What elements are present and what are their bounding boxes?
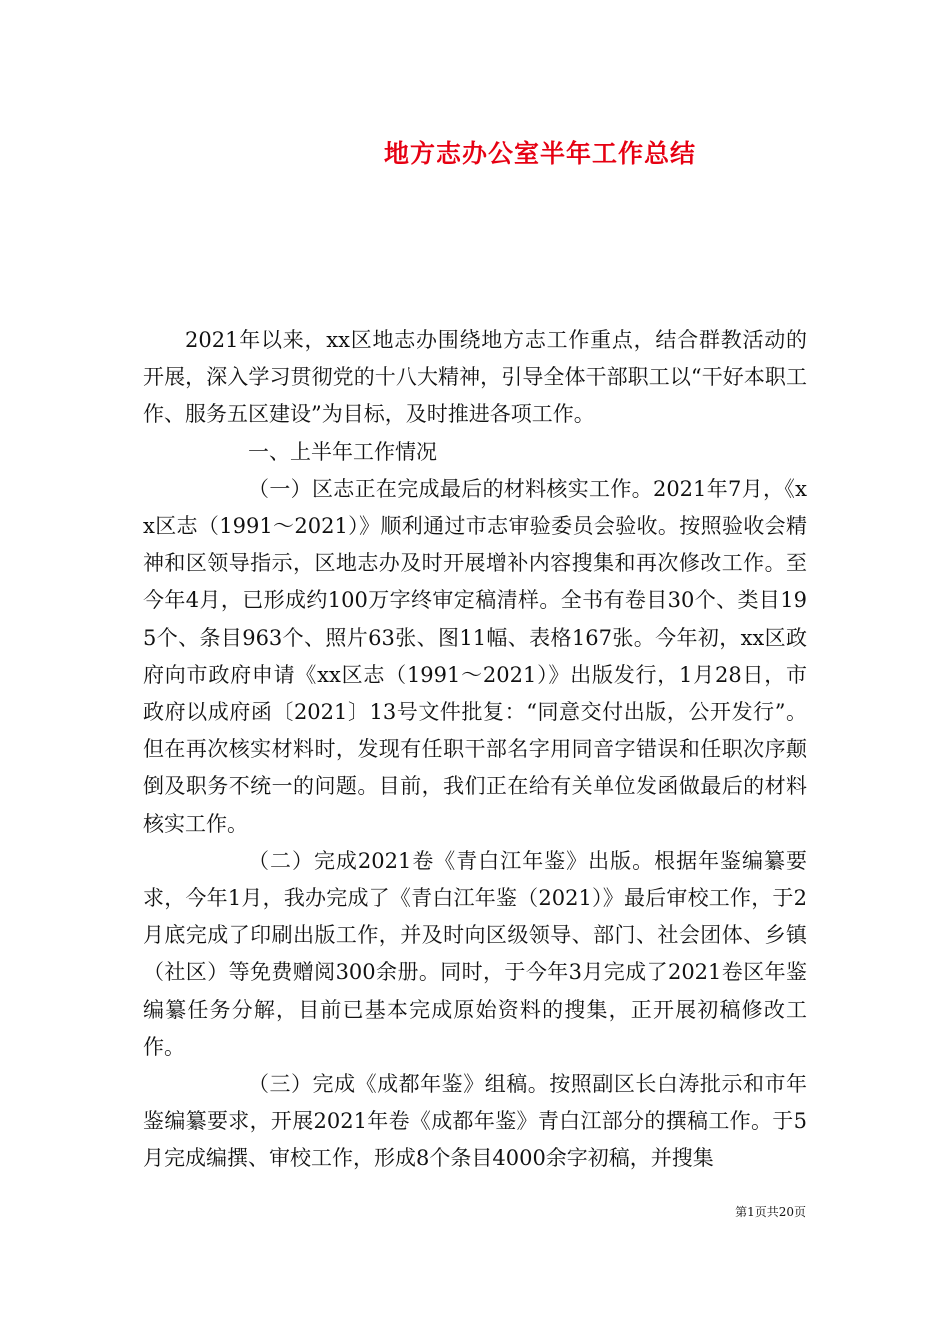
document-title: 地方志办公室半年工作总结: [383, 139, 696, 168]
section-heading: 一、上半年工作情况: [248, 439, 437, 464]
paragraph-intro: 2021年以来，xx区地志办围绕地方志工作重点，结合群教活动的开展，深入学习贯彻党的十八大精神，引导全体干部职工以“干好本职工作、服务五区建设”为目标，及时推进各项工作。: [143, 328, 807, 427]
paragraph-item-1: （一）区志正在完成最后的材料核实工作。2021年7月，《xx区志（1991～2021）》顺利通过市志审验委员会验收。按照验收会精神和区领导指示，区地志办及时开展增补内容搜集和再次修改工作。至今年4月，已形成约100万字终审定稿清样。全书有卷目30个、类目195个、条目963个、照片63张、图11幅、表格167张。今年初，xx区政府向市政府申请《xx区志（1991～2021）》出版发行，1月28日，市政府以成府函〔2021〕13号文件批复：“同意交付出版，公开发行”。但在再次核实材料时，发现有任职干部名字用同音字错误和任职次序颠倒及职务不统一的问题。目前，我们正在给有关单位发函做最后的材料核实工作。: [143, 476, 807, 836]
paragraph-item-2: （二）完成2021卷《青白江年鉴》出版。根据年鉴编纂要求，今年1月，我办完成了《青白江年鉴（2021）》最后审校工作，于2月底完成了印刷出版工作，并及时向区级领导、部门、社会团体、乡镇（社区）等免费赠阅300余册。同时，于今年3月完成了2021卷区年鉴编纂任务分解，目前已基本完成原始资料的搜集，正开展初稿修改工作。: [143, 848, 807, 1059]
paragraph-item-3: （三）完成《成都年鉴》组稿。按照副区长白涛批示和市年鉴编纂要求，开展2021年卷《成都年鉴》青白江部分的撰稿工作。于5月完成编撰、审校工作，形成8个条目4000余字初稿，并搜集: [143, 1072, 807, 1171]
document-body: [143, 322, 807, 1178]
page-number: 第1页共20页: [735, 1205, 806, 1219]
